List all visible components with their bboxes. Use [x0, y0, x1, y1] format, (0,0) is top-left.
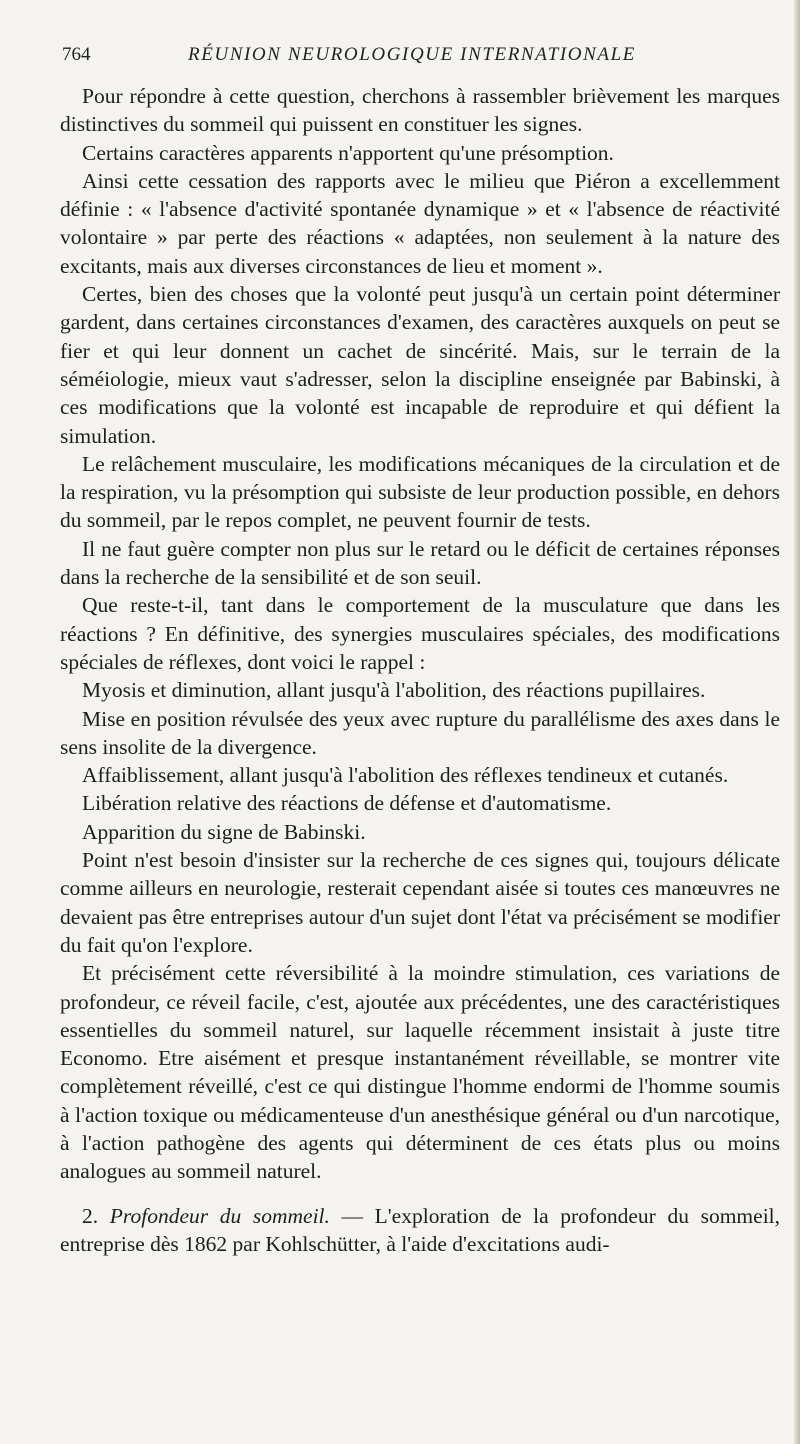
- paragraph: Mise en position révulsée des yeux avec rupture du parallélisme des axes dans le sens insolite de la divergence.: [60, 706, 780, 759]
- paragraph: Il ne faut guère compter non plus sur le retard ou le déficit de certaines réponses dans la recherche de la sensibilité et de son seuil.: [60, 536, 780, 590]
- paragraph: Le relâchement musculaire, les modifications mécaniques de la circulation et de la respiration, vu la présomption qui subsiste de leur production possible, en dehors du sommeil, par le repos complet, ne peuvent fournir de tests.: [60, 451, 780, 533]
- page-body: [60, 82, 780, 1258]
- page-edge: [794, 0, 800, 1444]
- page-header: [62, 44, 762, 74]
- paragraph: Ainsi cette cessation des rapports avec le milieu que Piéron a excellemment définie : « l'absence d'activité spontanée dynamique » et « l'absence de réactivité volontaire » par perte des réactions « adaptées, non seulement à la nature des excitants, mais aux diverses circonstances de lieu et moment ».: [60, 168, 780, 278]
- paragraph: Certains caractères apparents n'apportent qu'une présomption.: [82, 140, 614, 165]
- paragraph: Pour répondre à cette question, cherchons à rassembler brièvement les marques distinctives du sommeil qui puissent en constituer les signes.: [60, 84, 780, 137]
- paragraph: Libération relative des réactions de défense et d'automatisme.: [82, 791, 612, 816]
- section-title: Profondeur du sommeil.: [109, 1203, 330, 1228]
- paragraph: Affaiblissement, allant jusqu'à l'abolition des réflexes tendineux et cutanés.: [82, 763, 729, 788]
- paragraph: Point n'est besoin d'insister sur la recherche de ces signes qui, toujours délicate comme ailleurs en neurologie, resterait cependant aisée si toutes ces manœuvres ne devaient pas être entreprises autour d'un sujet dont l'état va précisément se modifier du fait qu'on l'explore.: [60, 848, 780, 957]
- paragraph: Myosis et diminution, allant jusqu'à l'abolition, des réactions pupillaires.: [82, 678, 706, 703]
- section-number: 2.: [82, 1203, 99, 1228]
- paragraph: Apparition du signe de Babinski.: [82, 819, 366, 844]
- paragraph: Et précisément cette réversibilité à la moindre stimulation, ces variations de profondeur, ce réveil facile, c'est, ajoutée aux précédentes, une des caractéristiques essentielles du sommeil naturel, sur laquelle récemment insistait à juste titre Economo. Etre aisément et presque instantanément réveillable, se montrer vite complètement réveillé, c'est ce qui distingue l'homme endormi de l'homme soumis à l'action toxique ou médicamenteuse d'un anesthésique général ou d'un narcotique, à l'action pathogène des agents qui déterminent de ces états plus ou moins analogues au sommeil naturel.: [60, 961, 780, 1184]
- section-text: — L'exploration de la profondeur du sommeil, entreprise dès 1862 par Kohlschütter, à l'aide d'excitations audi-: [60, 1203, 781, 1256]
- page-number: 764: [62, 44, 91, 65]
- paragraph: Que reste-t-il, tant dans le comportement de la musculature que dans les réactions ? En définitive, des synergies musculaires spéciales, des modifications spéciales de réflexes, dont voici le rappel :: [60, 593, 780, 674]
- paragraph: Certes, bien des choses que la volonté peut jusqu'à un certain point déterminer gardent, dans certaines circonstances d'examen, des caractères auxquels on peut se fier et qui leur donnent un cachet de sincérité. Mais, sur le terrain de la séméiologie, mieux vaut s'adresser, selon la discipline enseignée par Babinski, à ces modifications que la volonté est incapable de reproduire et qui défient la simulation.: [60, 282, 780, 448]
- section-paragraph: [60, 1202, 780, 1259]
- running-title: RÉUNION NEUROLOGIQUE INTERNATIONALE: [188, 44, 636, 65]
